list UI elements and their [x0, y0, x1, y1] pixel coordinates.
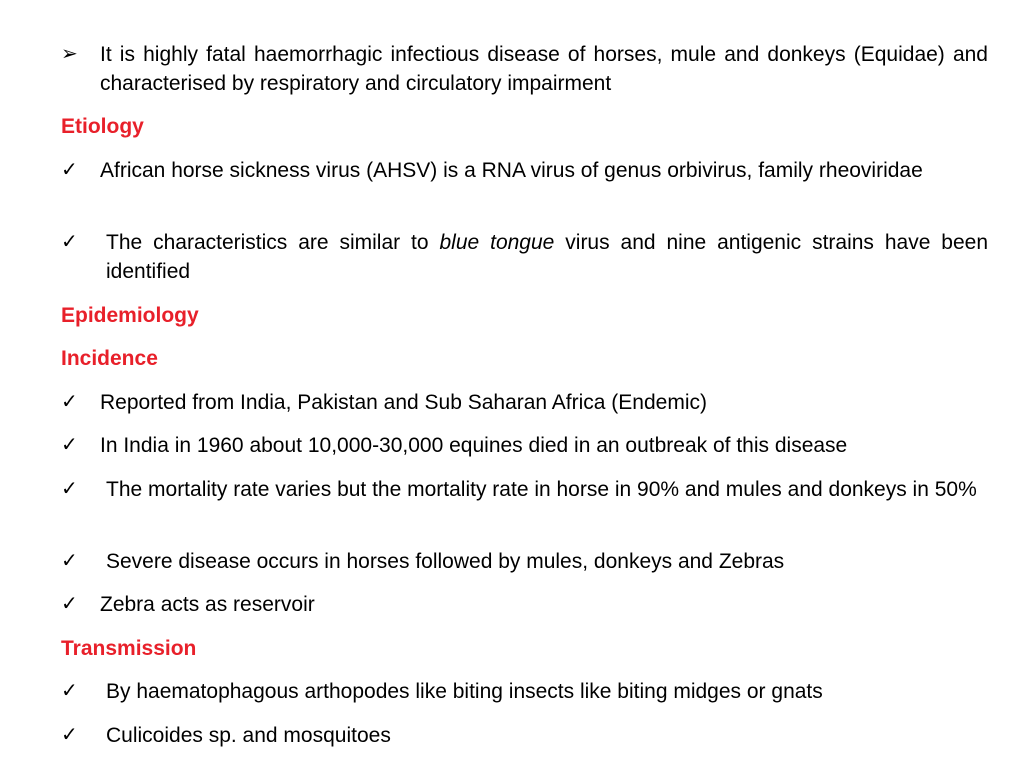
check-bullet-icon: ✓: [61, 724, 78, 746]
check-bullet-icon: ✓: [61, 391, 78, 413]
check-bullet-icon: ✓: [61, 478, 78, 500]
incidence-item-1: [61, 388, 988, 417]
transmission-heading: Transmission: [61, 637, 197, 660]
check-bullet-icon: ✓: [61, 231, 78, 253]
transmission-item-text: Culicoides sp. and mosquitoes: [106, 724, 391, 747]
arrow-bullet-icon: ➢: [61, 43, 78, 65]
incidence-item-text: Reported from India, Pakistan and Sub Saharan Africa (Endemic): [100, 391, 707, 414]
etiology-item-1-text: African horse sickness virus (AHSV) is a RNA virus of genus orbivirus, family rheoviridae: [100, 159, 923, 182]
incidence-heading: Incidence: [61, 347, 158, 370]
check-bullet-icon: ✓: [61, 593, 78, 615]
incidence-item-3: [61, 475, 988, 504]
incidence-item-text: Zebra acts as reservoir: [100, 593, 315, 616]
etiology-item-2: [61, 228, 988, 286]
transmission-item-2: [61, 721, 988, 750]
intro-bullet: [61, 40, 988, 98]
etiology-item-2-text: The characteristics are similar to blue tongue virus and nine antigenic strains have been identified: [106, 231, 989, 283]
transmission-item-1: [61, 677, 988, 706]
check-bullet-icon: ✓: [61, 680, 78, 702]
check-bullet-icon: ✓: [61, 550, 78, 572]
incidence-item-2: [61, 431, 988, 460]
check-bullet-icon: ✓: [61, 159, 78, 181]
incidence-item-text: Severe disease occurs in horses followed by mules, donkeys and Zebras: [106, 550, 785, 573]
transmission-item-text: By haematophagous arthopodes like biting insects like biting midges or gnats: [106, 680, 823, 703]
incidence-item-text: In India in 1960 about 10,000-30,000 equines died in an outbreak of this disease: [100, 434, 848, 457]
intro-text: It is highly fatal haemorrhagic infectious disease of horses, mule and donkeys (Equidae) and characterised by respiratory and circulatory impairment: [100, 43, 988, 95]
check-bullet-icon: ✓: [61, 434, 78, 456]
incidence-item-text: The mortality rate varies but the mortality rate in horse in 90% and mules and donkeys in 50%: [106, 478, 977, 501]
epidemiology-heading: Epidemiology: [61, 304, 199, 327]
etiology-item-1: [61, 156, 988, 185]
incidence-item-4: [61, 547, 988, 576]
incidence-item-5: [61, 590, 988, 619]
etiology-heading: Etiology: [61, 115, 144, 138]
italic-term: blue tongue: [439, 231, 555, 254]
